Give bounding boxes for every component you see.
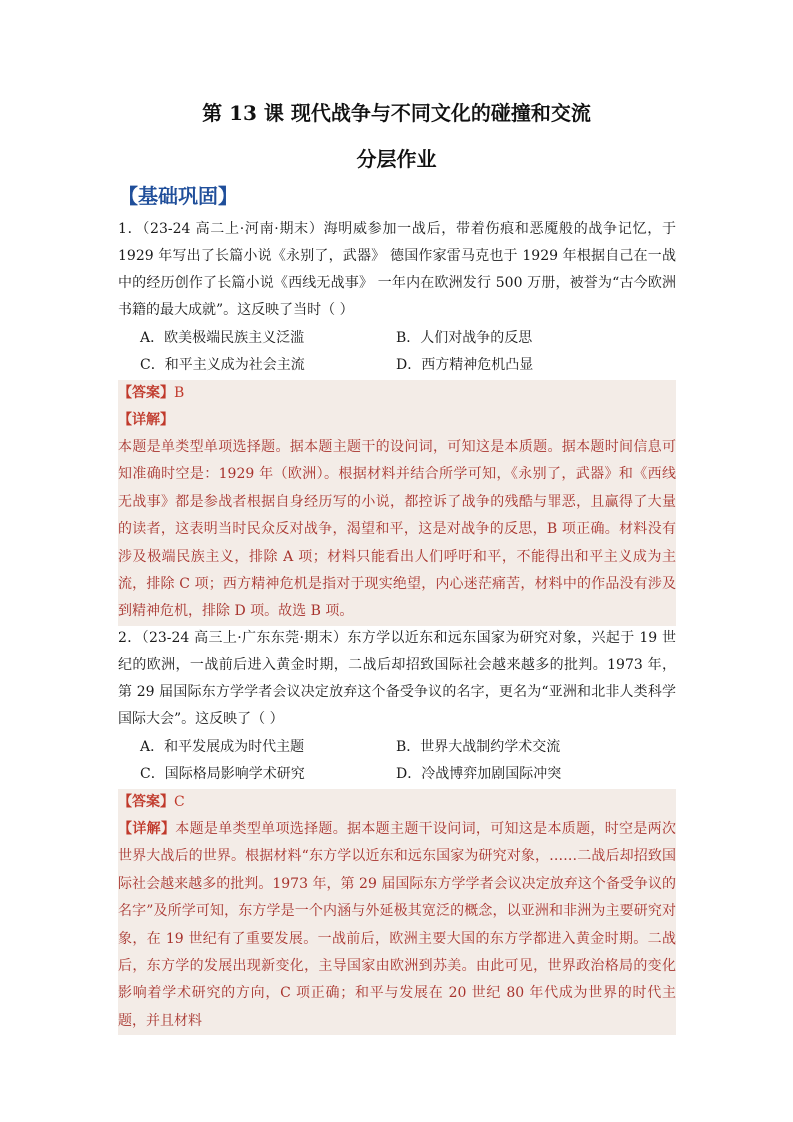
option-d: D．西方精神危机凸显 [396, 357, 534, 373]
detail-line [118, 407, 676, 434]
answer-label: 【答案】 [118, 385, 174, 401]
page-title: 第 13 课 现代战争与不同文化的碰撞和交流 [202, 101, 591, 125]
option-a: A．欧美极端民族主义泛滥 [140, 330, 305, 346]
answer-value: B [174, 385, 185, 401]
option-b: B．人们对战争的反思 [396, 330, 533, 346]
question-1-options [140, 325, 676, 379]
question-2-options [140, 734, 676, 788]
option-d: D．冷战博弈加剧国际冲突 [396, 766, 562, 782]
option-a: A．和平发展成为时代主题 [140, 739, 305, 755]
page-subtitle: 分层作业 [356, 147, 437, 171]
option-c: C．国际格局影响学术研究 [140, 766, 305, 782]
detail-label: 【详解】 [118, 821, 176, 837]
question-1-stem: 1．（23-24 高二上·河南·期末）海明威参加一战后，带着伤痕和恶魇般的战争记忆，于 1929 年写出了长篇小说《永别了，武器》 德国作家雷马克也于 1929 年根据自己在一战中的经历创作了长篇小说《西线无战事》 一年内在欧洲发行 500 万册，被誉为“古今欧洲书籍的最大成就”。这反映了当时（ ） [118, 221, 676, 318]
option-b: B．世界大战制约学术交流 [396, 739, 561, 755]
option-c: C．和平主义成为社会主流 [140, 357, 305, 373]
detail-text: 本题是单类型单项选择题。据本题主题干的设问词，可知这是本质题。据本题时间信息可知准确时空是：1929 年（欧洲）。根据材料并结合所学可知，《永别了，武器》和《西线无战事》都是参战者根据自身经历写的小说，都控诉了战争的残酷与罪恶，且赢得了大量的读者，这表明当时民众反对战争，渴望和平，这是对战争的反思，B 项正确。材料没有涉及极端民族主义，排除 A 项；材料只能看出人们呼吁和平，不能得出和平主义成为主流，排除 C 项；西方精神危机是指对于现实绝望，内心迷茫痛苦，材料中的作品没有涉及到精神危机，排除 D 项。故选 B 项。 [118, 439, 676, 620]
detail-text [118, 816, 676, 1035]
question-2-answer-panel [118, 789, 676, 1035]
answer-value: C [174, 794, 185, 810]
answer-line [118, 380, 676, 407]
question-1-answer-panel [118, 380, 676, 626]
answer-line [118, 789, 676, 816]
detail-label: 【详解】 [118, 412, 174, 428]
section-heading: 【基础巩固】 [118, 184, 238, 208]
detail-body: 本题是单类型单项选择题。据本题主题干设问词，可知这是本质题，时空是两次世界大战后的世界。根据材料“东方学以近东和远东国家为研究对象，……二战后却招致国际社会越来越多的批判。1973 年，第 29 届国际东方学学者会议决定放弃这个备受争议的名字”及所学可知，东方学是一个内涵与外延极其宽泛的概念，以亚洲和非洲为主要研究对象，在 19 世纪有了重要发展。一战前后，欧洲主要大国的东方学都进入黄金时期。二战后，东方学的发展出现新变化，主导国家由欧洲到苏美。由此可见，世界政治格局的变化影响着学术研究的方向，C 项正确；和平与发展在 20 世纪 80 年代成为世界的时代主题，并且材料 [118, 821, 677, 1029]
answer-label: 【答案】 [118, 794, 174, 810]
question-2-stem: 2．（23-24 高三上·广东东莞·期末）东方学以近东和远东国家为研究对象，兴起于 19 世纪的欧洲，一战前后进入黄金时期，二战后却招致国际社会越来越多的批判。1973 年，第 29 届国际东方学学者会议决定放弃这个备受争议的名字，更名为“亚洲和北非人类科学国际大会”。这反映了（ ） [118, 630, 676, 727]
